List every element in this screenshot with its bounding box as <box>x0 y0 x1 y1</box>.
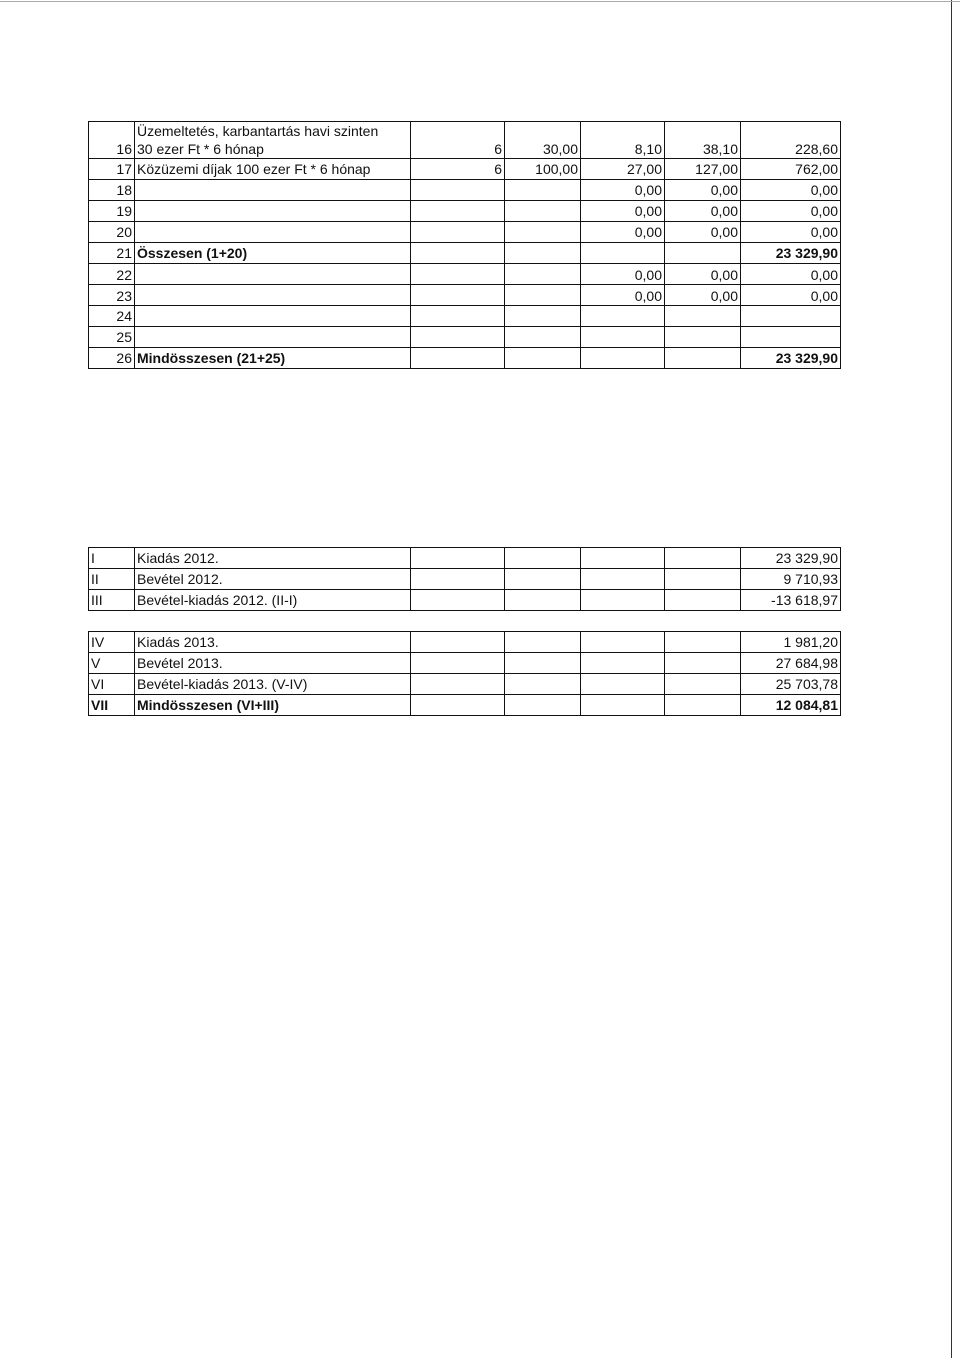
gross-cell: 0,00 <box>665 201 741 222</box>
row-number: 22 <box>89 264 135 285</box>
description-line: Üzemeltetés, karbantartás havi szinten <box>137 123 379 139</box>
row-number: 19 <box>89 201 135 222</box>
total-cell: 0,00 <box>741 222 841 243</box>
total-cell: 0,00 <box>741 264 841 285</box>
empty-cell <box>665 695 741 716</box>
empty-cell <box>505 348 581 369</box>
total-cell: 12 084,81 <box>741 695 841 716</box>
total-cell: 23 329,90 <box>741 548 841 569</box>
row-description: Bevétel-kiadás 2012. (II-I) <box>135 590 411 611</box>
empty-cell <box>411 632 505 653</box>
summary-row <box>89 548 841 569</box>
total-cell: -13 618,97 <box>741 590 841 611</box>
row-number: 26 <box>89 348 135 369</box>
scan-edge-top <box>0 1 960 2</box>
empty-cell <box>665 590 741 611</box>
quantity-cell <box>411 222 505 243</box>
row-description <box>135 201 411 222</box>
empty-cell <box>505 548 581 569</box>
empty-cell <box>581 306 665 327</box>
total-cell: 228,60 <box>741 122 841 159</box>
table-row <box>89 122 841 159</box>
total-cell: 0,00 <box>741 180 841 201</box>
empty-cell <box>581 695 665 716</box>
vat-cell: 0,00 <box>581 285 665 306</box>
empty-cell <box>665 243 741 264</box>
total-cell: 25 703,78 <box>741 674 841 695</box>
subtotal-row <box>89 243 841 264</box>
empty-cell <box>581 569 665 590</box>
row-description <box>135 264 411 285</box>
row-number: 17 <box>89 159 135 180</box>
table-row <box>89 285 841 306</box>
empty-cell <box>411 243 505 264</box>
empty-cell <box>505 695 581 716</box>
empty-cell <box>411 569 505 590</box>
table-row <box>89 264 841 285</box>
empty-cell <box>581 674 665 695</box>
vat-cell: 27,00 <box>581 159 665 180</box>
empty-cell <box>665 306 741 327</box>
quantity-cell: 6 <box>411 122 505 159</box>
cost-table <box>88 121 841 369</box>
row-number: 23 <box>89 285 135 306</box>
row-roman-number: VI <box>89 674 135 695</box>
empty-cell <box>581 590 665 611</box>
empty-cell <box>581 632 665 653</box>
unit-price-cell <box>505 180 581 201</box>
row-number: 24 <box>89 306 135 327</box>
row-description <box>135 306 411 327</box>
row-roman-number: VII <box>89 695 135 716</box>
spacer-row <box>89 611 841 632</box>
total-cell: 0,00 <box>741 201 841 222</box>
spacer-cell <box>89 611 841 632</box>
row-description: Mindösszesen (VI+III) <box>135 695 411 716</box>
total-cell: 27 684,98 <box>741 653 841 674</box>
row-number: 16 <box>89 122 135 159</box>
row-description: Bevétel 2012. <box>135 569 411 590</box>
summary-row <box>89 674 841 695</box>
table-row <box>89 306 841 327</box>
empty-cell <box>581 327 665 348</box>
vat-cell: 0,00 <box>581 180 665 201</box>
balance-summary-table <box>88 547 841 716</box>
row-description: Mindösszesen (21+25) <box>135 348 411 369</box>
row-description <box>135 122 411 159</box>
empty-cell <box>665 674 741 695</box>
empty-cell <box>741 306 841 327</box>
table-row <box>89 222 841 243</box>
empty-cell <box>411 285 505 306</box>
quantity-cell: 6 <box>411 159 505 180</box>
empty-cell <box>411 264 505 285</box>
empty-cell <box>665 348 741 369</box>
empty-cell <box>411 348 505 369</box>
empty-cell <box>411 548 505 569</box>
row-roman-number: IV <box>89 632 135 653</box>
empty-cell <box>505 285 581 306</box>
empty-cell <box>411 674 505 695</box>
empty-cell <box>665 632 741 653</box>
summary-row <box>89 653 841 674</box>
gross-cell: 0,00 <box>665 180 741 201</box>
row-description: Összesen (1+20) <box>135 243 411 264</box>
quantity-cell <box>411 180 505 201</box>
summary-row <box>89 569 841 590</box>
row-number: 20 <box>89 222 135 243</box>
total-cell: 23 329,90 <box>741 243 841 264</box>
empty-cell <box>665 569 741 590</box>
table-row <box>89 159 841 180</box>
gross-cell: 0,00 <box>665 285 741 306</box>
vat-cell: 0,00 <box>581 264 665 285</box>
empty-cell <box>665 548 741 569</box>
empty-cell <box>665 327 741 348</box>
empty-cell <box>505 327 581 348</box>
row-description: Közüzemi díjak 100 ezer Ft * 6 hónap <box>135 159 411 180</box>
summary-row <box>89 632 841 653</box>
empty-cell <box>505 569 581 590</box>
gross-cell: 0,00 <box>665 222 741 243</box>
unit-price-cell <box>505 222 581 243</box>
empty-cell <box>581 548 665 569</box>
row-roman-number: I <box>89 548 135 569</box>
quantity-cell <box>411 201 505 222</box>
table-row <box>89 180 841 201</box>
empty-cell <box>665 653 741 674</box>
unit-price-cell: 100,00 <box>505 159 581 180</box>
empty-cell <box>581 348 665 369</box>
table-row <box>89 201 841 222</box>
empty-cell <box>505 590 581 611</box>
gross-cell: 0,00 <box>665 264 741 285</box>
vat-cell: 0,00 <box>581 201 665 222</box>
row-description <box>135 285 411 306</box>
row-description: Kiadás 2013. <box>135 632 411 653</box>
empty-cell <box>741 327 841 348</box>
empty-cell <box>505 306 581 327</box>
unit-price-cell: 30,00 <box>505 122 581 159</box>
empty-cell <box>505 653 581 674</box>
gross-cell: 38,10 <box>665 122 741 159</box>
grand-total-row <box>89 348 841 369</box>
description-line: 30 ezer Ft * 6 hónap <box>137 141 264 157</box>
row-description: Kiadás 2012. <box>135 548 411 569</box>
row-description: Bevétel-kiadás 2013. (V-IV) <box>135 674 411 695</box>
empty-cell <box>411 306 505 327</box>
row-roman-number: III <box>89 590 135 611</box>
empty-cell <box>581 653 665 674</box>
vat-cell: 8,10 <box>581 122 665 159</box>
total-cell: 23 329,90 <box>741 348 841 369</box>
total-cell: 9 710,93 <box>741 569 841 590</box>
total-cell: 0,00 <box>741 285 841 306</box>
scan-edge-right <box>951 0 952 1358</box>
empty-cell <box>411 695 505 716</box>
empty-cell <box>411 653 505 674</box>
total-cell: 762,00 <box>741 159 841 180</box>
row-description <box>135 222 411 243</box>
total-cell: 1 981,20 <box>741 632 841 653</box>
row-description <box>135 180 411 201</box>
empty-cell <box>505 243 581 264</box>
row-description <box>135 327 411 348</box>
vat-cell: 0,00 <box>581 222 665 243</box>
unit-price-cell <box>505 201 581 222</box>
summary-row <box>89 590 841 611</box>
row-description: Bevétel 2013. <box>135 653 411 674</box>
table-row <box>89 327 841 348</box>
row-number: 18 <box>89 180 135 201</box>
empty-cell <box>505 632 581 653</box>
empty-cell <box>411 327 505 348</box>
row-roman-number: II <box>89 569 135 590</box>
empty-cell <box>411 590 505 611</box>
row-number: 21 <box>89 243 135 264</box>
row-roman-number: V <box>89 653 135 674</box>
empty-cell <box>581 243 665 264</box>
empty-cell <box>505 674 581 695</box>
grand-total-row <box>89 695 841 716</box>
gross-cell: 127,00 <box>665 159 741 180</box>
empty-cell <box>505 264 581 285</box>
row-number: 25 <box>89 327 135 348</box>
